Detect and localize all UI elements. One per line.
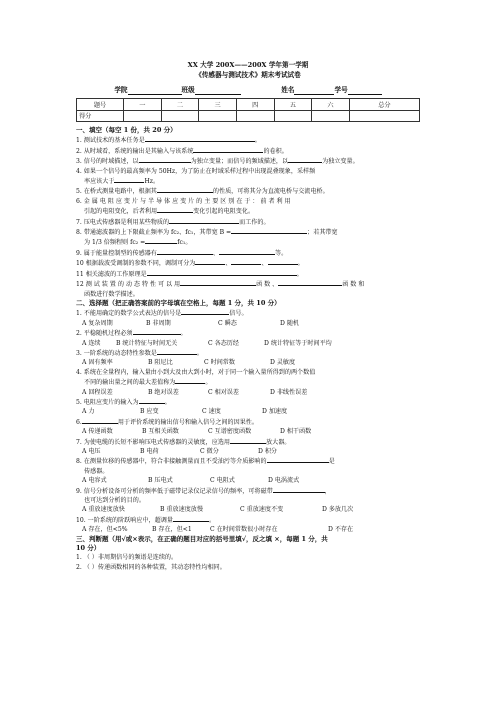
choice-options-1 (76, 319, 422, 328)
choice-question-3 (76, 348, 422, 358)
question-text: 10 根据载波受调制的参数不同，调制可分为 (76, 260, 196, 268)
fill-question-8-cont (76, 237, 422, 247)
question-text: 用于评价系统的输出信号和输入信号之间的因果性。 (117, 418, 258, 426)
score-header-cell: 二 (161, 99, 199, 111)
question-text: 引起的电阻变化，后者利用 (84, 208, 158, 216)
college-label: 学院 (114, 86, 128, 94)
option-b[interactable]: B 电荷 (140, 448, 159, 455)
score-cell[interactable] (199, 110, 237, 122)
question-text: 变化引起的电阻变化。 (193, 208, 255, 216)
question-text: 11 相关滤波的工作原理是 (76, 270, 147, 278)
score-cell[interactable] (236, 110, 274, 122)
class-label: 班级 (181, 86, 195, 94)
fill-question-11 (76, 269, 422, 279)
question-text: 率应该大于 (84, 178, 115, 186)
option-a[interactable]: A 存在，但<5% (82, 526, 128, 534)
answer-blank[interactable] (219, 248, 275, 255)
question-text: 信号。 (229, 310, 248, 318)
question-text: 4. 如果一个信号的最高频率为 50Hz，为了防止在时域采样过程中出现混叠现象，采样频 (76, 167, 316, 175)
option-c[interactable]: C 各态历经 (208, 339, 239, 347)
fill-question-1: 1. 测试技术的基本任务是 。 (76, 137, 261, 145)
question-text: 、 (225, 260, 232, 268)
answer-blank[interactable] (139, 397, 165, 404)
answer-blank[interactable] (273, 486, 325, 493)
question-text: 2. 平稳随机过程必须 (76, 330, 133, 338)
answer-blank[interactable] (195, 258, 225, 265)
name-blank[interactable] (294, 87, 334, 95)
answer-blank[interactable] (157, 186, 213, 193)
fill-question-6-cont (76, 206, 422, 216)
answer-blank[interactable] (145, 135, 255, 142)
question-text: 为 1/3 倍频程则 fc₂ = (84, 239, 146, 247)
score-header-cell: 四 (236, 99, 274, 111)
fill-question-5 (76, 186, 422, 196)
option-a[interactable]: A 电容式 (82, 477, 107, 485)
question-text: 。 (180, 330, 187, 338)
question-text: 1. 不能用确定的数学公式表达的信号是 (76, 310, 182, 318)
student-info-line (0, 85, 496, 95)
question-text: 也可达到分析的目的。 (84, 497, 145, 505)
question-text: 8. 带通滤波器的上下限截止频率为 fc₂、fc₁，其带宽 B = (76, 229, 232, 237)
fill-question-8 (76, 227, 422, 237)
option-d[interactable]: D 多放几次 (322, 506, 354, 514)
option-b[interactable]: B 存在，但<1 (152, 526, 192, 534)
answer-blank[interactable] (157, 206, 193, 213)
question-text: 函 数 和 (342, 281, 365, 289)
option-b[interactable]: B 绝对误差 (148, 388, 179, 396)
question-text: 9. 属于能量控制型的传感器有 (76, 249, 157, 257)
answer-blank[interactable] (231, 227, 307, 234)
choice-question-9 (76, 486, 422, 496)
choice-question-4 (76, 368, 422, 377)
answer-blank[interactable] (157, 248, 213, 255)
score-header-cell: 三 (199, 99, 237, 111)
question-text: 。 (205, 379, 212, 387)
option-c[interactable]: C 速度 (202, 408, 221, 416)
question-text: 5. 电阻应变片的输入为 (76, 398, 139, 406)
option-a[interactable]: A 力 (82, 408, 95, 416)
id-blank[interactable] (348, 87, 382, 95)
choice-options-4 (76, 388, 422, 397)
option-c[interactable]: C 互谱密度函数 (208, 428, 252, 436)
choice-options-10 (76, 525, 422, 534)
option-b[interactable]: B 阻尼比 (148, 359, 173, 367)
question-text: 为独立变量。 (322, 158, 359, 166)
choice-question-6 (76, 417, 422, 427)
tf-question-1[interactable]: 1. （ ）非周期信号的频谱是连续的。 (76, 554, 178, 562)
fill-question-10 (76, 258, 422, 268)
answer-blank[interactable] (157, 348, 197, 355)
question-text: 。 (296, 270, 303, 278)
fill-question-6 (76, 197, 422, 206)
question-text: ， (324, 487, 331, 495)
question-text: 6. (76, 418, 82, 426)
option-b[interactable]: B 互相关函数 (142, 428, 179, 436)
question-text: Hz。 (144, 178, 160, 186)
question-text: 函数进行数学描述。 (84, 290, 139, 298)
question-text: 不同的输出量之间的最大差值称为 (84, 379, 176, 387)
score-cell[interactable] (274, 110, 312, 122)
choice-question-8-cont (76, 467, 422, 476)
answer-blank[interactable] (145, 237, 177, 244)
choice-options-6 (76, 427, 422, 436)
question-text: 7. 为使电缆的长短不影响压电式传感器的灵敏度，应选用 (76, 438, 231, 446)
option-b[interactable]: B 重放速度放慢 (160, 506, 203, 514)
option-c[interactable]: C 在时间常数很小时存在 (210, 526, 278, 534)
choice-options-3 (76, 358, 422, 367)
score-header-cell: 总分 (349, 99, 419, 111)
question-text: 。 (297, 260, 304, 268)
question-text: fc₁。 (177, 239, 192, 247)
option-c[interactable]: C 时间常数 (204, 359, 235, 367)
question-text: 、 (212, 249, 219, 257)
question-text: 1. 测试技术的基本任务是 (76, 137, 145, 145)
fill-question-4 (76, 167, 422, 176)
question-text: 等。 (274, 249, 288, 257)
question-text: 的性质，可将其分为直流电桥与交流电桥。 (212, 188, 329, 196)
option-b[interactable]: B 应变 (140, 408, 159, 416)
question-text: ；若其带宽 (307, 229, 338, 237)
option-c[interactable]: C 瞬态 (218, 319, 237, 327)
score-cell[interactable] (312, 110, 350, 122)
choice-question-1 (76, 308, 422, 318)
choice-question-2 (76, 328, 422, 338)
question-text: 4. 系统在全量程内，输入量由小到大及由大到小时，对于同一个输入量所得到的两个数值 (76, 368, 316, 376)
fill-question-3 (76, 156, 422, 166)
score-table-score-row (77, 110, 420, 122)
option-d[interactable]: D 不存在 (328, 526, 354, 534)
fill-question-7 (76, 217, 422, 227)
question-text: 6. 金 属 电 阻 应 变 片 与 半 导 体 应 变 片 的 主 要 区 别 在 于 ： 前 者 利 用 (76, 197, 291, 205)
option-a[interactable]: A 回程误差 (82, 388, 113, 396)
score-header-cell: 一 (124, 99, 162, 111)
section-title-true-false: 三、判断题（用√或×表示，在正确的题目对应的括号里填√，反之填 ×，每题 1 分，共 (76, 534, 328, 543)
question-text: 函 数 、 (256, 281, 279, 289)
answer-blank[interactable] (230, 437, 266, 444)
question-text: 2. 从时域看，系统的输出是其输入与该系统 (76, 147, 194, 155)
option-a[interactable]: A 固有频率 (82, 359, 113, 367)
answer-blank[interactable] (278, 279, 342, 286)
college-blank[interactable] (128, 87, 182, 95)
fill-question-12 (76, 279, 422, 289)
answer-blank[interactable] (181, 308, 229, 315)
option-a[interactable]: A 传递函数 (82, 428, 113, 436)
option-b[interactable]: B 统计特征与时间无关 (116, 339, 178, 347)
answer-blank[interactable] (82, 417, 118, 424)
answer-blank[interactable] (114, 176, 144, 183)
question-text: 。 (196, 349, 203, 357)
option-a[interactable]: A 重放速度放快 (82, 506, 125, 514)
question-text: 7. 压电式传感器是利用某些物质的 (76, 218, 170, 226)
fill-question-4-cont (76, 176, 422, 186)
id-label: 学号 (334, 86, 348, 94)
name-label: 姓名 (281, 86, 295, 94)
choice-question-9-cont (76, 496, 422, 505)
university-term-title: XX 大学 200X——200X 学年第一学期 (187, 61, 309, 69)
choice-question-4-cont (76, 377, 422, 387)
score-cell[interactable] (349, 110, 419, 122)
choice-question-7 (76, 437, 422, 447)
fill-question-9 (76, 248, 422, 258)
question-text: 3. 一阶系统的动态特性参数是 (76, 349, 157, 357)
choice-question-5 (76, 397, 422, 407)
section-title-choice: 二、选择题（把正确答案前的字母填在空格上，每题 1 分，共 10 分） (76, 298, 281, 307)
score-table (76, 98, 420, 122)
score-header-cell: 题号 (77, 99, 124, 111)
option-b[interactable]: B 压电式 (148, 477, 173, 485)
option-d[interactable]: D 电涡流式 (268, 477, 300, 485)
question-text: 9. 信号分析设备可分析的频率低于磁带记录仪记录信号的频率，可将磁带 (76, 487, 273, 495)
question-text: 为独立变量；而信号的频域描述，以 (190, 158, 289, 166)
answer-blank[interactable] (288, 156, 322, 163)
score-table-header-row (77, 99, 420, 111)
option-d[interactable]: D 非线性误差 (270, 388, 308, 396)
option-b[interactable]: B 非周期 (146, 319, 171, 327)
option-d[interactable]: D 统计特征等于时间平均 (264, 339, 332, 347)
answer-blank[interactable] (193, 146, 263, 153)
answer-blank[interactable] (169, 217, 239, 224)
question-text: 放大器。 (266, 438, 291, 446)
answer-blank[interactable] (268, 258, 298, 265)
option-c[interactable]: C 重放速度不变 (240, 506, 284, 514)
question-text: 5. 在桥式测量电路中，根据其 (76, 188, 157, 196)
choice-options-8 (76, 476, 422, 485)
score-header-cell: 五 (274, 99, 312, 111)
question-text: 是 (328, 458, 335, 466)
option-d[interactable]: D 灵敏度 (270, 359, 296, 367)
exam-content (76, 126, 422, 572)
answer-blank[interactable] (231, 258, 261, 265)
choice-options-9 (76, 505, 422, 514)
question-text: 。 (164, 398, 171, 406)
tf-question-2[interactable]: 2. （ ）传递函数相同的各种装置，其动态特性均相同。 (76, 563, 226, 571)
option-a[interactable]: A 电压 (82, 448, 101, 455)
question-text: 10. 一阶系统的阶跃响应中，超调量 (76, 516, 173, 524)
exam-title: 《传感器与测试技术》期末考试试卷 (195, 71, 301, 79)
section-title-true-false-cont: 10 分） (76, 544, 101, 553)
question-text: 而工作的。 (239, 218, 270, 226)
score-cell[interactable] (161, 110, 199, 122)
question-text: 12 测 试 装 置 的 动 态 特 性 可 以 用 (76, 281, 181, 289)
option-c[interactable]: C 电阻式 (210, 477, 235, 485)
answer-blank[interactable] (147, 269, 297, 276)
option-c[interactable]: C 相对误差 (208, 388, 239, 396)
answer-blank[interactable] (173, 515, 209, 522)
question-text: 。 (208, 516, 216, 524)
option-d[interactable]: D 积分 (258, 448, 278, 455)
answer-blank[interactable] (139, 156, 191, 163)
option-d[interactable]: D 相干函数 (280, 428, 312, 436)
option-d[interactable]: D 随机 (280, 319, 300, 327)
score-cell[interactable] (124, 110, 162, 122)
choice-options-2 (76, 339, 422, 348)
answer-blank[interactable] (180, 279, 256, 286)
score-row-label: 得分 (77, 110, 124, 122)
fill-question-12-cont (76, 290, 422, 299)
answer-blank[interactable] (175, 377, 205, 384)
answer-blank[interactable] (133, 328, 181, 335)
choice-options-5 (76, 407, 422, 416)
score-header-cell: 六 (312, 99, 350, 111)
option-c[interactable]: C 微分 (200, 448, 219, 455)
option-d[interactable]: D 加速度 (262, 408, 288, 416)
section-title-fill-in: 一、填空（每空 1 份，共 20 分） (76, 126, 177, 134)
question-text: 的卷积。 (263, 147, 288, 155)
option-a[interactable]: A 连续 (82, 339, 101, 347)
answer-blank[interactable] (267, 456, 329, 463)
choice-question-10 (76, 515, 422, 525)
question-text: 、 (261, 260, 268, 268)
choice-options-7 (76, 447, 422, 456)
fill-question-2 (76, 146, 422, 156)
question-text: 8. 在测量位移的传感器中，符合非接触测量而且不受油污等介质影响的 (76, 458, 267, 466)
question-text: 传感器。 (84, 467, 109, 475)
question-text: 3. 信号的时域描述，以 (76, 158, 139, 166)
option-a[interactable]: A 复杂周期 (82, 319, 113, 327)
choice-question-8 (76, 456, 422, 466)
class-blank[interactable] (195, 87, 241, 95)
